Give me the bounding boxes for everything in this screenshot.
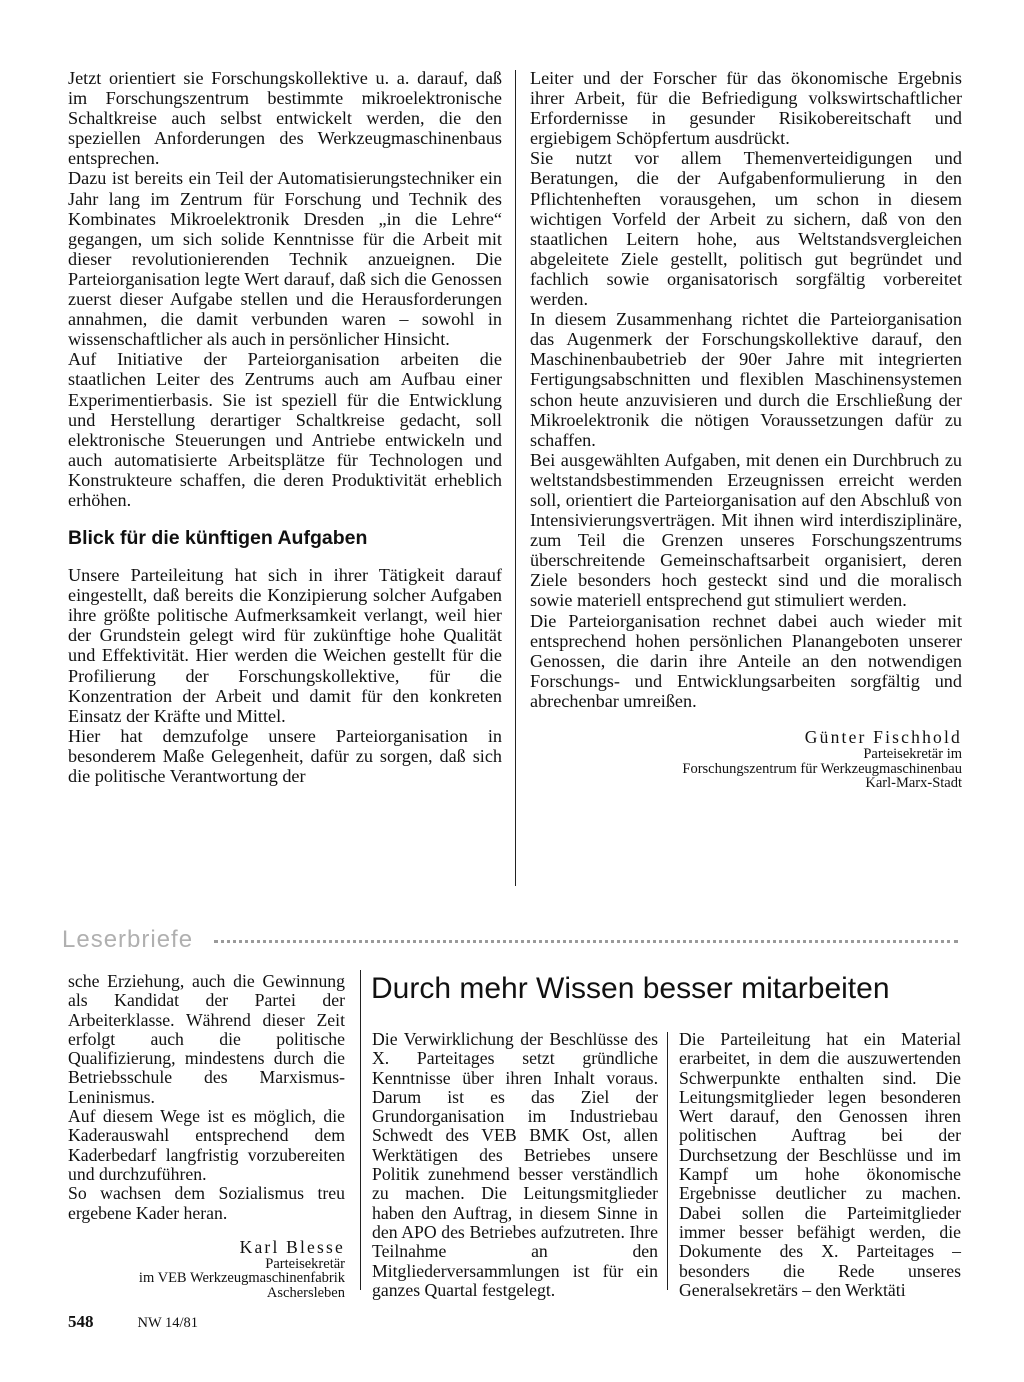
column-divider [667, 1032, 668, 1290]
paragraph: Jetzt orientiert sie Forschungskollektive u. a. darauf, daß im Forschungszentrum bestimmte mikroelektronische Schaltkreise auch selbst entwickelt werden, die den speziellen Anforderungen des Werkzeugmaschinenbaus entsprechen. [68, 68, 502, 169]
author-role: Parteisekretär [265, 1255, 345, 1272]
section-heading: Blick für die künftigen Aufgaben [68, 527, 368, 550]
section-header [62, 925, 958, 955]
column-divider [515, 70, 516, 886]
page-footer [68, 1312, 198, 1333]
author-role: Parteisekretär im [863, 746, 962, 762]
paragraph: Bei ausgewählten Aufgaben, mit denen ein Durchbruch zu weltstandsbestimmenden Erzeugnissen erreicht werden soll, orientiert die Parteiorganisation auf den Abschluß von Intensivierungsverträgen. Mit ihnen wird interdisziplinäre, zum Teil die Grenzen unseres Forschungszentrums überschreitende Gemeinschaftsarbeit organisiert, deren Ziele besonders hoch gesteckt sind und die moralisch sowie materiell entsprechend gut stimuliert werden. [530, 449, 962, 611]
column-divider [360, 970, 361, 1290]
section-title: Leserbriefe [62, 926, 194, 953]
paragraph: Leiter und der Forscher für das ökonomische Ergebnis ihrer Arbeit, für die Befriedigung volkswirtschaftlicher Erfordernisse in gesunder Risikobereitschaft und ergiebigem Schöpfertum ausdrückt. [530, 68, 962, 149]
author-name: Günter Fischhold [804, 727, 962, 747]
journal-reference: NW 14/81 [137, 1315, 199, 1331]
page-number: 548 [68, 1312, 94, 1331]
paragraph: sche Erziehung, auch die Gewinnung als Kandidat der Partei der Arbeiterklasse. Während dieser Zeit erfolgt auch die politische Qualifizierung, mindestens durch die Betriebsschule des Marxismus-Leninismus. [68, 971, 345, 1107]
letter-continuation-column [68, 972, 345, 1301]
paragraph: Die Parteiorganisation rechnet dabei auch wieder mit entsprechend hohen persönlichen Planangeboten unserer Genossen, die darin ihre Anteile an den notwendigen Forschungs- und Entwicklungsarbeiten sorgfältig und abrechenbar umreißen. [530, 610, 962, 711]
author-organization: Forschungszentrum für Werkzeugmaschinenbau [682, 760, 962, 777]
author-name: Karl Blesse [239, 1236, 345, 1257]
paragraph: Unsere Parteileitung hat sich in ihrer Tätigkeit darauf eingestellt, daß bereits die Konzipierung solcher Aufgaben ihre größte politische Aufmerksamkeit verlangt, weil hier der Grundstein gelegt wird für zukünftige hohe Qualität und Effektivität. Hier werden die Weichen gestellt für die Profilierung der Forschungskollektive, für die Konzentration der Arbeit und damit für den konkreten Einsatz der Kräfte und Mittel. [68, 565, 502, 726]
author-signature [530, 727, 962, 791]
left-column [68, 68, 502, 786]
paragraph: Sie nutzt vor allem Themenverteidigungen und Beratungen, die der Aufgabenformulierung in den Pflichtenheften vorausgehen, um schon in diesem wichtigen Vorfeld der Arbeit zu sichern, daß von den staatlichen Leitern hohe, aus Weltstandsvergleichen abgeleitete Ziele gestellt, politisch gut begründet und fachlich sowie organisatorisch sorgfältig vorbereitet werden. [530, 148, 962, 310]
paragraph: Auf diesem Wege ist es möglich, die Kaderauswahl entsprechend dem Kaderbedarf langfristig vorzubereiten und durchzuführen. [68, 1106, 345, 1184]
author-location: Karl-Marx-Stadt [865, 775, 962, 792]
paragraph: Die Parteileitung hat ein Material erarbeitet, in dem die auszuwertenden Schwerpunkte enthalten sind. Die Leitungsmitglieder legen besonderen Wert darauf, den Genossen ihren politischen Auftrag bei der Durchsetzung der Beschlüsse und im Kampf um hohe ökonomische Ergebnisse deutlicher zu machen. Dabei sollen die Parteimitglieder immer besser befähigt werden, die Dokumente des X. Parteitages – besonders die Rede unseres Generalsekretärs – den Werktäti [679, 1029, 961, 1300]
paragraph: So wachsen dem Sozialismus treu ergebene Kader heran. [68, 1183, 345, 1223]
right-column [530, 68, 962, 791]
paragraph: In diesem Zusammenhang richtet die Parteiorganisation das Augenmerk der Forschungskollektive darauf, den Maschinenbaubetrieb der 90er Jahre mit integrierten Fertigungsabschnitten und flexiblen Maschinensystemen schon heute anzuvisieren und durch die Erschließung der Mikroelektronik die nötigen Voraussetzungen dafür zu schaffen. [530, 309, 962, 450]
article-title: Durch mehr Wissen besser mitarbeiten [371, 972, 890, 1005]
paragraph: Auf Initiative der Parteiorganisation arbeiten die staatlichen Leiter des Zentrums auch am Aufbau einer Experimentierbasis. Sie ist speziell für die Entwicklung und Herstellung derartiger Schaltkreise gedacht, soll elektronische Steuerungen und Antriebe entwickeln und auch automatisierte Arbeitsplätze für Technologen und Konstrukteure schaffen, die deren Produktivität erheblich erhöhen. [68, 349, 502, 510]
author-location: Aschersleben [266, 1285, 345, 1302]
section-rule [214, 940, 958, 943]
paragraph: Dazu ist bereits ein Teil der Automatisierungstechniker ein Jahr lang im Zentrum für Forschung und Technik des Kombinates Mikroelektronik Dresden „in die Lehre“ gegangen, um sich solide Kenntnisse für die Arbeit mit dieser revolutionierenden Technik anzueignen. Die Parteiorganisation legte Wert darauf, daß sich die Genossen zuerst dieser Aufgabe stellen und die Herausforderungen annahmen, die damit verbunden waren – sowohl in wissenschaftlicher als auch in persönlicher Hinsicht. [68, 168, 502, 350]
article-column-1 [372, 1030, 658, 1300]
article-column-2 [679, 1030, 961, 1300]
author-organization: im VEB Werkzeugmaschinenfabrik [138, 1270, 345, 1287]
author-signature [68, 1237, 345, 1301]
paragraph: Hier hat demzufolge unsere Parteiorganisation in besonderem Maße Gelegenheit, dafür zu sorgen, daß sich die politische Verantwortung der [68, 725, 502, 786]
paragraph: Die Verwirklichung der Beschlüsse des X. Parteitages setzt gründliche Kenntnisse über ihren Inhalt voraus. Darum ist es das Ziel der Grundorganisation im Industriebau Schwedt des VEB BMK Ost, allen Werktätigen des Betriebes unsere Politik zunehmend besser verständlich zu machen. Die Leitungsmitglieder haben den Auftrag, in diesem Sinne in den APO des Betriebes aufzutreten. Ihre Teilnahme an den Mitgliederversammlungen ist für ein ganzes Quartal festgelegt. [372, 1029, 658, 1300]
